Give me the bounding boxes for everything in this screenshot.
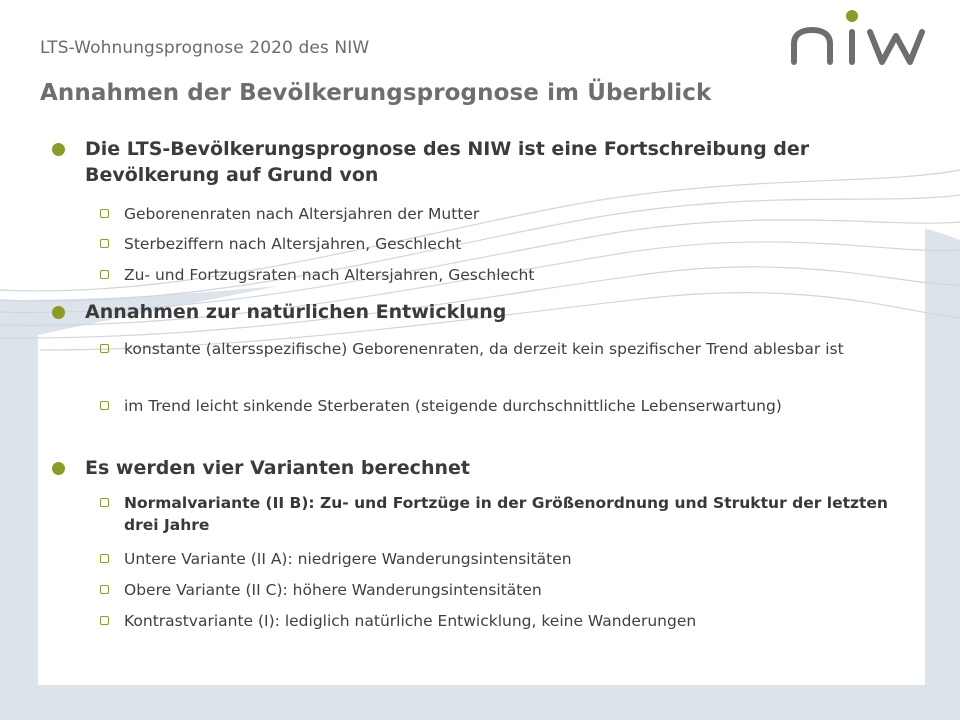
list-item: konstante (altersspezifische) Geborenenraten, da derzeit kein spezifischer Trend ablesbar ist xyxy=(124,340,844,358)
sub-bullet-marker xyxy=(100,239,109,248)
header-subtitle: LTS-Wohnungsprognose 2020 des NIW xyxy=(40,38,370,58)
list-item: Zu- und Fortzugsraten nach Altersjahren, Geschlecht xyxy=(124,266,535,284)
section-heading-2: Annahmen zur natürlichen Entwicklung xyxy=(85,301,507,323)
list-item: Kontrastvariante (I): lediglich natürliche Entwicklung, keine Wanderungen xyxy=(124,612,697,630)
list-item: Obere Variante (II C): höhere Wanderungsintensitäten xyxy=(124,581,542,599)
list-item: Sterbeziffern nach Altersjahren, Geschlecht xyxy=(124,235,462,253)
list-item: Geborenenraten nach Altersjahren der Mutter xyxy=(124,205,480,223)
sub-bullet-marker xyxy=(100,401,109,410)
sub-bullet-marker xyxy=(100,498,109,507)
bullet-dot xyxy=(52,462,65,475)
section-heading-3: Es werden vier Varianten berechnet xyxy=(85,457,470,479)
sub-bullet-marker xyxy=(100,209,109,218)
sub-bullet-marker xyxy=(100,344,109,353)
sub-bullet-marker xyxy=(100,270,109,279)
bullet-dot xyxy=(52,143,65,156)
page-title: Annahmen der Bevölkerungsprognose im Überblick xyxy=(40,80,712,106)
list-item: im Trend leicht sinkende Sterberaten (steigende durchschnittliche Lebenserwartung) xyxy=(124,397,782,415)
sub-bullet-marker xyxy=(100,585,109,594)
list-item: Untere Variante (II A): niedrigere Wanderungsintensitäten xyxy=(124,550,572,568)
sub-bullet-marker xyxy=(100,554,109,563)
sub-bullet-marker xyxy=(100,616,109,625)
section-heading-1: Die LTS-Bevölkerungsprognose des NIW ist eine Fortschreibung der Bevölkerung auf Grund von xyxy=(85,138,810,186)
bullet-dot xyxy=(52,306,65,319)
list-item: Normalvariante (II B): Zu- und Fortzüge in der Größenordnung und Struktur der letzten drei Jahre xyxy=(124,494,888,534)
